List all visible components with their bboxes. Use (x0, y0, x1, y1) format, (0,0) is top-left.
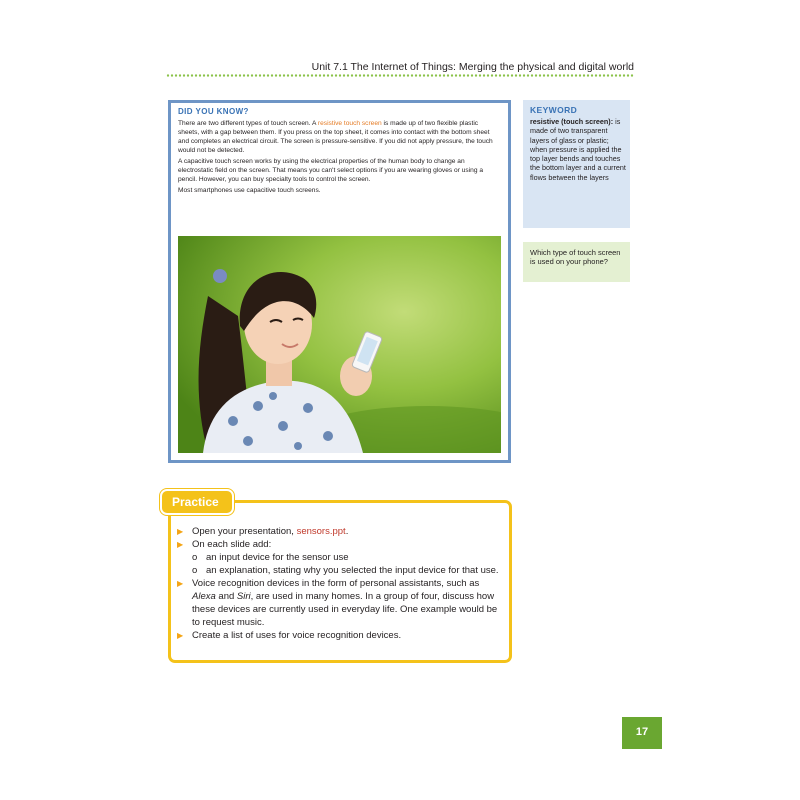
practice-label: Practice (172, 495, 219, 509)
did-you-know-box (168, 100, 511, 463)
practice-item-1-text: Open your presentation, (192, 526, 297, 537)
header-dotted-rule (166, 74, 634, 77)
practice-item (177, 525, 503, 538)
did-you-know-heading: DID YOU KNOW? (178, 107, 249, 116)
practice-item (177, 538, 503, 577)
practice-item-4-text: Create a list of uses for voice recognition devices. (192, 630, 402, 641)
unit-title: Unit 7.1 The Internet of Things: Merging the physical and digital world (311, 61, 634, 73)
did-you-know-text (178, 119, 500, 197)
question-text: Which type of touch screen is used on your phone? (530, 248, 621, 267)
photo-illustration (178, 236, 501, 453)
siri-name: Siri (236, 591, 251, 602)
circle-bullet-icon: o (192, 565, 198, 576)
practice-item-3-text: Voice recognition devices in the form of personal assistants, such as (192, 578, 480, 589)
resistive-touch-screen-term: resistive touch screen (317, 120, 382, 127)
keyword-definition-text: is made of two transparent layers of glass or plastic; when pressure is applied the top layer bends and touches the bottom layer and a current flows between the layers (530, 117, 626, 182)
sensors-ppt-link[interactable]: sensors.ppt (296, 526, 346, 537)
dyk-p1-end: is made up of two flexible plastic sheets, with a gap between them. If you press on the top sheet, it comes into contact with the bottom sheet and completes an electrical circuit. The screen is pressure-sensitive. If you did not apply pressure, the touch would not be detected. (178, 120, 493, 154)
practice-item (177, 629, 503, 642)
alexa-name: Alexa (192, 591, 216, 602)
dyk-paragraph-2: A capacitive touch screen works by using the electrical properties of the human body to change an electrostatic field on the screen. That means you can't select options if you are wearing gloves or using a pencil. However, you can buy specialty tools to control the screen. (178, 158, 483, 183)
circle-bullet-icon: o (192, 552, 198, 563)
keyword-box (523, 100, 630, 228)
page-number: 17 (635, 726, 649, 738)
dyk-paragraph-1 (178, 119, 500, 155)
practice-sub-item (192, 564, 503, 577)
practice-item-3-end: , are used in many homes. In a group of four, discuss how these devices are currently used in everyday life. One example would be to request music. (192, 591, 498, 628)
practice-sub-item-2-text: an explanation, stating why you selected the input device for that use. (206, 565, 499, 576)
practice-box (168, 500, 512, 663)
keyword-definition (530, 117, 626, 182)
triangle-bullet-icon: ▶ (177, 579, 184, 588)
practice-item-2-text: On each slide add: (192, 539, 272, 550)
question-box (523, 242, 630, 282)
practice-sub-item-1-text: an input device for the sensor use (206, 552, 349, 563)
practice-tab (160, 489, 234, 515)
triangle-bullet-icon: ▶ (177, 631, 184, 640)
practice-item-3-and: and (215, 591, 237, 602)
triangle-bullet-icon: ▶ (177, 527, 184, 536)
practice-item (177, 577, 503, 629)
page-number-badge (622, 717, 662, 749)
practice-sub-item (192, 551, 503, 564)
dyk-paragraph-3: Most smartphones use capacitive touch screens. (178, 187, 321, 194)
practice-sub-list (192, 551, 503, 577)
girl-with-phone-photo (178, 236, 501, 453)
keyword-heading: KEYWORD (530, 105, 578, 115)
practice-item-1-end: . (345, 526, 349, 537)
triangle-bullet-icon: ▶ (177, 540, 184, 549)
practice-list (177, 525, 503, 642)
keyword-term: resistive (touch screen): (530, 117, 614, 126)
dyk-p1-start: There are two different types of touch screen. A (178, 120, 318, 127)
